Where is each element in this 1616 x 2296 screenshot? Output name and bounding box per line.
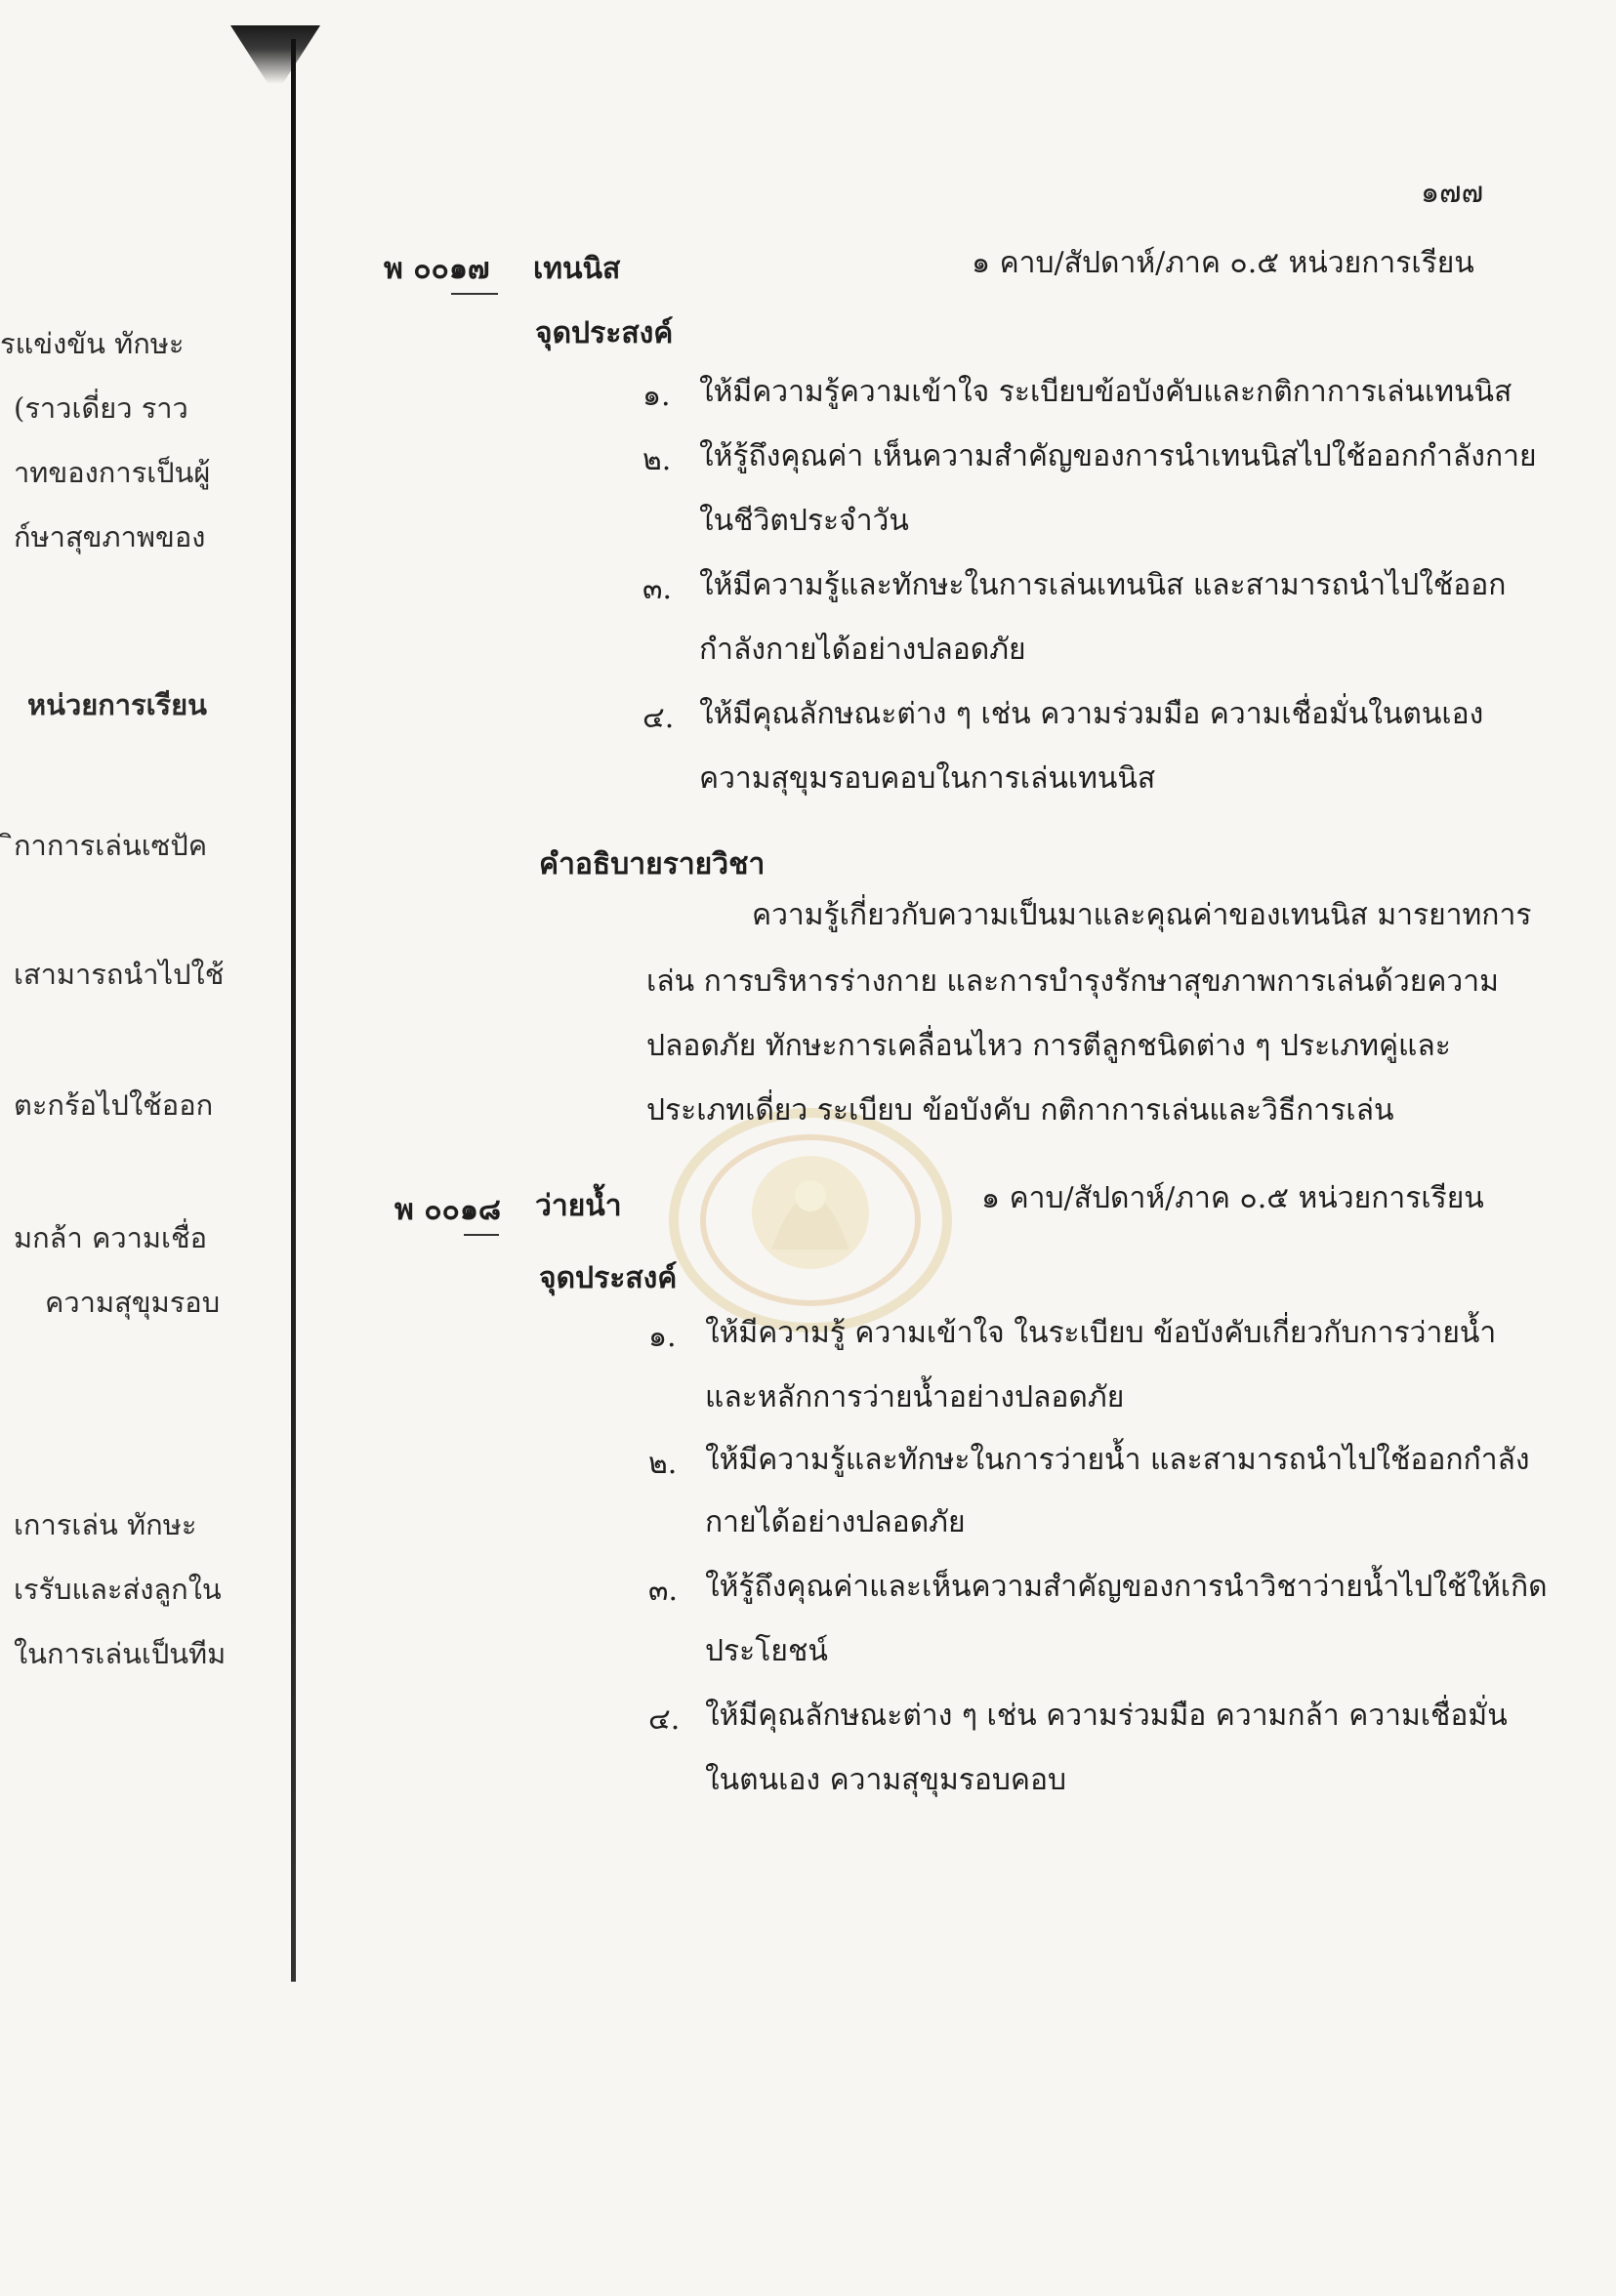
course-title: ว่ายน้ำ bbox=[535, 1189, 622, 1223]
objective-text: ให้รู้ถึงคุณค่าและเห็นความสำคัญของการนำวิชาว่ายน้ำไปใช้ให้เกิด bbox=[705, 1570, 1548, 1604]
description-line: ความรู้เกี่ยวกับความเป็นมาและคุณค่าของเทนนิส มารยาทการ bbox=[752, 898, 1532, 932]
objective-number: ๔. bbox=[642, 701, 675, 735]
objective-number: ๔. bbox=[648, 1702, 681, 1737]
margin-line: เรรับและส่งลูกใน bbox=[14, 1573, 222, 1606]
margin-line: หน่วยการเรียน bbox=[27, 688, 207, 721]
margin-line: เสามารถนำไปใช้ bbox=[14, 958, 225, 991]
objective-text: ให้มีความรู้และทักษะในการเล่นเทนนิส และสามารถนำไปใช้ออก bbox=[699, 568, 1507, 602]
objective-number: ๓. bbox=[648, 1574, 679, 1608]
description-line: ประเภทเดี่ยว ระเบียบ ข้อบังคับ กติกาการเล่นและวิธีการเล่น bbox=[646, 1093, 1394, 1128]
course-title: เทนนิส bbox=[533, 252, 621, 286]
emblem-watermark-icon bbox=[664, 1103, 957, 1337]
underline-mark bbox=[451, 293, 498, 295]
objective-text: ในชีวิตประจำวัน bbox=[699, 504, 909, 538]
objective-text: ในตนเอง ความสุขุมรอบคอบ bbox=[705, 1763, 1067, 1797]
margin-line: ความสุขุมรอบ bbox=[45, 1286, 221, 1319]
objective-text: ให้มีความรู้ความเข้าใจ ระเบียบข้อบังคับและกติกาการเล่นเทนนิส bbox=[699, 375, 1512, 409]
description-heading: คำอธิบายรายวิชา bbox=[539, 847, 766, 882]
underline-mark bbox=[464, 1234, 499, 1236]
margin-line: ในการเล่นเป็นทีม bbox=[14, 1637, 227, 1670]
objectives-heading: จุดประสงค์ bbox=[539, 1261, 678, 1295]
objective-number: ๒. bbox=[642, 443, 672, 477]
binding-shadow bbox=[230, 25, 320, 84]
objective-text: ให้มีความรู้ ความเข้าใจ ในระเบียบ ข้อบังคับเกี่ยวกับการว่ายน้ำ bbox=[705, 1316, 1497, 1350]
objective-text: ให้มีความรู้และทักษะในการว่ายน้ำ และสามารถนำไปใช้ออกกำลัง bbox=[705, 1443, 1530, 1477]
objective-text: ให้มีคุณลักษณะต่าง ๆ เช่น ความร่วมมือ ความกล้า ความเชื่อมั่น bbox=[705, 1699, 1508, 1733]
objective-text: ให้มีคุณลักษณะต่าง ๆ เช่น ความร่วมมือ ความเชื่อมั่นในตนเอง bbox=[699, 697, 1484, 731]
objective-number: ๒. bbox=[648, 1447, 678, 1481]
objective-number: ๑. bbox=[642, 379, 671, 413]
margin-line: (ราวเดี่ยว ราว bbox=[14, 391, 188, 425]
course-code: พ ๐๐๑๘ bbox=[394, 1193, 502, 1227]
page-divider-line bbox=[291, 39, 296, 1982]
objective-number: ๑. bbox=[648, 1320, 677, 1354]
objective-text: ประโยชน์ bbox=[705, 1634, 828, 1668]
objective-text: กายได้อย่างปลอดภัย bbox=[705, 1505, 966, 1539]
course-credit: ๑ คาบ/สัปดาห์/ภาค ๐.๕ หน่วยการเรียน bbox=[981, 1181, 1484, 1215]
description-line: เล่น การบริหารร่างกาย และการบำรุงรักษาสุขภาพการเล่นด้วยความ bbox=[646, 964, 1499, 999]
objective-text: และหลักการว่ายน้ำอย่างปลอดภัย bbox=[705, 1380, 1125, 1414]
description-line: ปลอดภัย ทักษะการเคลื่อนไหว การตีลูกชนิดต่าง ๆ ประเภทคู่และ bbox=[646, 1029, 1451, 1063]
objectives-heading: จุดประสงค์ bbox=[535, 316, 674, 350]
margin-line: ิกาการเล่นเซปัค bbox=[14, 829, 208, 862]
margin-line: มกล้า ความเชื่อ bbox=[14, 1221, 208, 1254]
course-credit: ๑ คาบ/สัปดาห์/ภาค ๐.๕ หน่วยการเรียน bbox=[972, 246, 1474, 280]
objective-number: ๓. bbox=[642, 572, 673, 606]
course-code: พ ๐๐๑๗ bbox=[384, 252, 490, 286]
margin-line: ตะกร้อไปใช้ออก bbox=[14, 1088, 214, 1122]
objective-text: ความสุขุมรอบคอบในการเล่นเทนนิส bbox=[699, 761, 1156, 796]
objective-text: กำลังกายได้อย่างปลอดภัย bbox=[699, 633, 1026, 667]
objective-text: ให้รู้ถึงคุณค่า เห็นความสำคัญของการนำเทนนิสไปใช้ออกกำลังกาย bbox=[699, 439, 1537, 473]
margin-line: ก์ษาสุขภาพของ bbox=[14, 520, 206, 554]
page-number: ๑๗๗ bbox=[1421, 176, 1484, 210]
margin-line: รแข่งขัน ทักษะ bbox=[0, 327, 185, 360]
margin-line: าทของการเป็นผู้ bbox=[14, 456, 211, 489]
margin-line: เการเล่น ทักษะ bbox=[14, 1508, 197, 1541]
